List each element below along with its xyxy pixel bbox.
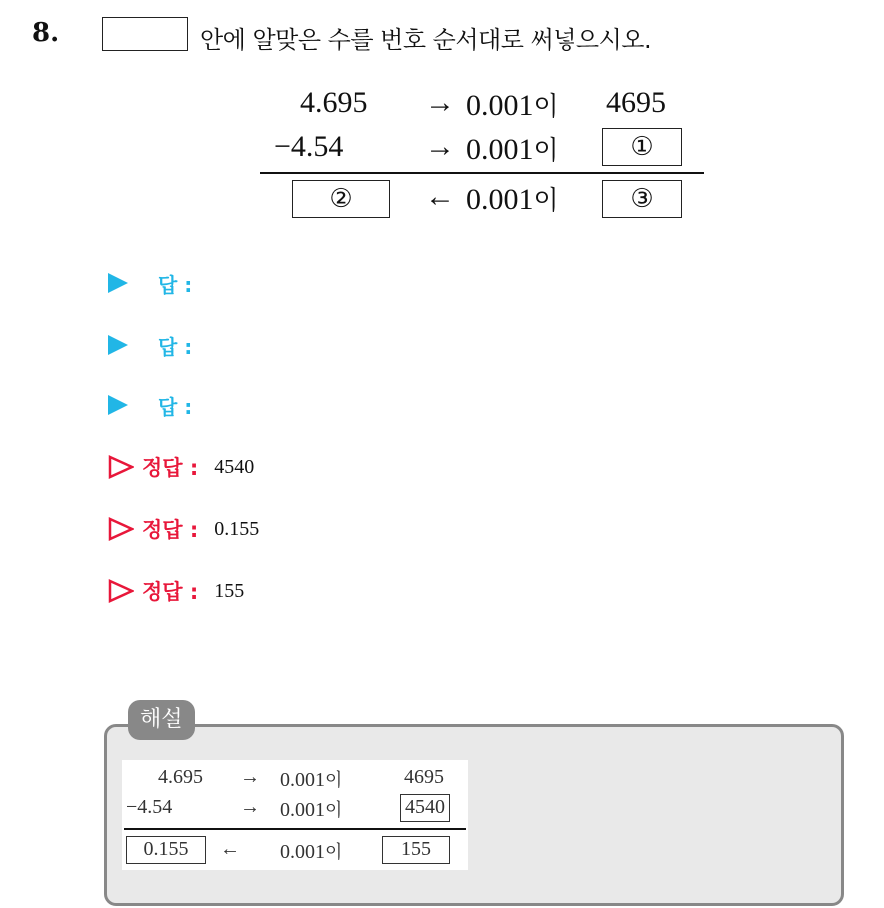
row2-mid: 0.001이 — [466, 133, 559, 166]
exp-row1-right: 4695 — [404, 766, 444, 788]
solution-row-1 — [108, 452, 254, 482]
answer-label: 답 : — [158, 394, 193, 419]
exp-row3-mid: 0.001이 — [280, 841, 343, 863]
solution-value: 0.155 — [214, 517, 260, 540]
solution-row-2 — [108, 514, 259, 544]
solution-label: 정답 : — [142, 518, 199, 542]
row3-arrow: ← — [425, 180, 455, 213]
solution-row-3 — [108, 576, 244, 606]
exp-row2-mid: 0.001이 — [280, 799, 343, 821]
exp-subtraction-line — [124, 828, 466, 830]
question-number: 8. — [32, 18, 60, 48]
exp-row2-left: −4.54 — [126, 796, 173, 818]
row1-left: 4.695 — [300, 86, 368, 119]
row3-mid: 0.001이 — [466, 183, 559, 216]
answer-box-2: ② — [292, 180, 390, 218]
outline-triangle-icon — [108, 517, 134, 541]
exp-box-4540: 4540 — [400, 794, 450, 822]
outline-triangle-icon — [108, 579, 134, 603]
exp-box-155: 155 — [382, 836, 450, 864]
answer-label: 답 : — [158, 272, 193, 297]
exp-row2-arrow: → — [240, 796, 260, 818]
row1-mid: 0.001이 — [466, 89, 559, 122]
row2-left: −4.54 — [274, 130, 344, 163]
answer-row-3 — [108, 390, 192, 420]
answer-label: 답 : — [158, 334, 193, 359]
solution-value: 4540 — [214, 455, 255, 478]
answer-box-1: ① — [602, 128, 682, 166]
answer-row-2 — [108, 330, 192, 360]
row1-arrow: → — [425, 86, 455, 119]
outline-triangle-icon — [108, 455, 134, 479]
solution-value: 155 — [214, 579, 245, 602]
play-triangle-icon — [108, 395, 128, 415]
exp-row1-left: 4.695 — [158, 766, 203, 788]
play-triangle-icon — [108, 273, 128, 293]
play-triangle-icon — [108, 335, 128, 355]
solution-label: 정답 : — [142, 456, 199, 480]
exp-row1-arrow: → — [240, 766, 260, 788]
exp-row3-arrow: ← — [220, 838, 240, 860]
blank-box — [102, 17, 188, 51]
solution-label: 정답 : — [142, 580, 199, 604]
row2-arrow: → — [425, 130, 455, 163]
row1-right: 4695 — [606, 86, 666, 119]
exp-row1-mid: 0.001이 — [280, 769, 343, 791]
question-text: 안에 알맞은 수를 번호 순서대로 써넣으시오. — [200, 26, 652, 54]
answer-box-3: ③ — [602, 180, 682, 218]
answer-row-1 — [108, 268, 192, 298]
explanation-tag: 해설 — [128, 700, 195, 740]
exp-box-0155: 0.155 — [126, 836, 206, 864]
subtraction-line — [260, 172, 704, 174]
